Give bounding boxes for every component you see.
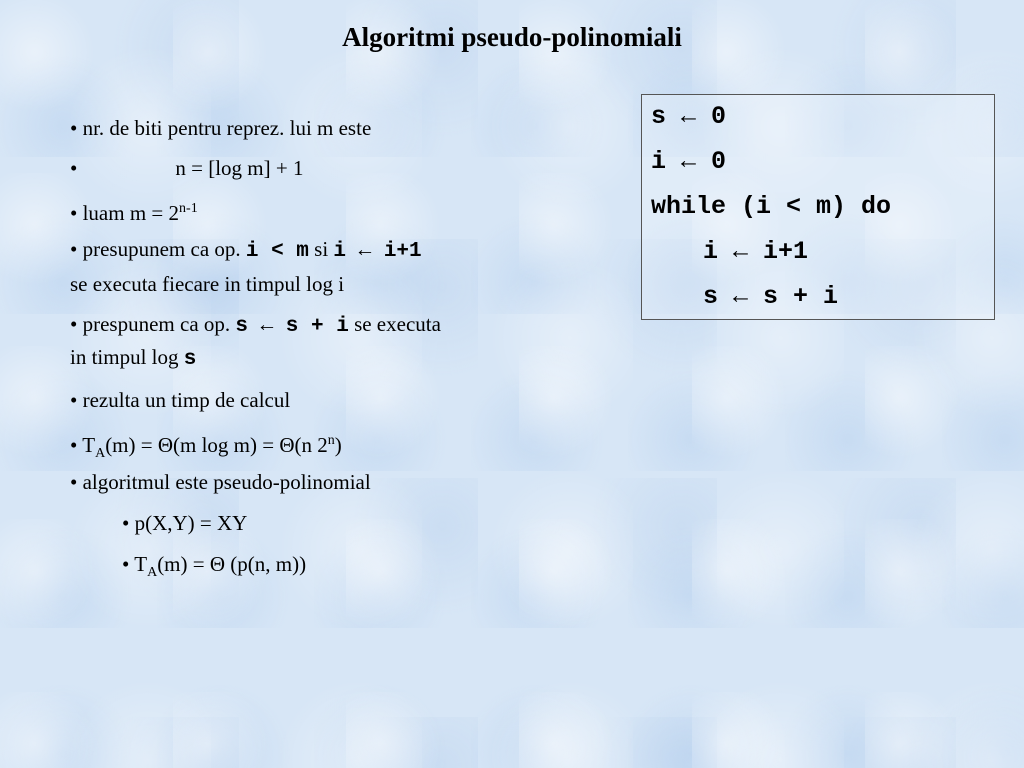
m-value-text: • luam m = 2 xyxy=(70,201,180,225)
slide-title: Algoritmi pseudo-polinomiali xyxy=(342,22,682,52)
assume-sum-cont-text: in timpul log xyxy=(70,345,184,369)
code-line-3: while (i < m) do xyxy=(651,192,892,221)
code-line-1: s ← 0 xyxy=(651,102,727,131)
code-line-4: i ← i+1 xyxy=(703,237,809,266)
assume-text: • presupunem ca op. xyxy=(70,237,246,261)
bullet-assume-sum xyxy=(70,312,441,339)
n-formula: n = [log m] + 1 xyxy=(175,156,304,180)
sub-bullet-p: • p(X,Y) = XY xyxy=(122,511,248,535)
bullet-bits-count: • nr. de biti pentru reprez. lui m este xyxy=(70,116,372,140)
bullet-pseudo-poly: • algoritmul este pseudo-polinomial xyxy=(70,470,371,494)
code-line-2: i ← 0 xyxy=(651,147,727,176)
bullet-assume-sum-cont xyxy=(70,345,196,372)
bullet-assume-compare-cont: se executa fiecare in timpul log i xyxy=(70,272,345,296)
code-sum: s ← s + i xyxy=(235,315,349,338)
code-s: s xyxy=(183,348,197,371)
complexity-end: ) xyxy=(334,433,342,457)
ta-t: • T xyxy=(122,552,148,576)
code-increment: i ← i+1 xyxy=(333,240,422,263)
sub-bullet-ta xyxy=(122,552,306,585)
complexity-mid: (m) = Θ(m log m) = Θ(n 2 xyxy=(105,433,328,457)
assume-sum-text: • prespunem ca op. xyxy=(70,312,236,336)
ta-end: (m) = Θ (p(n, m)) xyxy=(157,552,307,576)
m-value-exponent: n-1 xyxy=(179,201,198,216)
bullet-assume-compare xyxy=(70,237,422,264)
bullet-m-value xyxy=(70,197,198,225)
bullet-complexity xyxy=(70,429,342,466)
code-compare: i < m xyxy=(245,240,309,263)
ta-sub: A xyxy=(147,565,158,581)
bullet-n-formula xyxy=(70,156,303,180)
code-box xyxy=(641,94,995,320)
complexity-sub: A xyxy=(95,446,106,462)
assume-and: si xyxy=(308,237,334,261)
complexity-sup: n xyxy=(327,433,335,448)
bullet-marker: • xyxy=(70,156,78,180)
assume-sum-post: se executa xyxy=(348,312,441,336)
code-line-5: s ← s + i xyxy=(703,282,839,311)
bullet-result: • rezulta un timp de calcul xyxy=(70,388,291,412)
complexity-t: • T xyxy=(70,433,96,457)
